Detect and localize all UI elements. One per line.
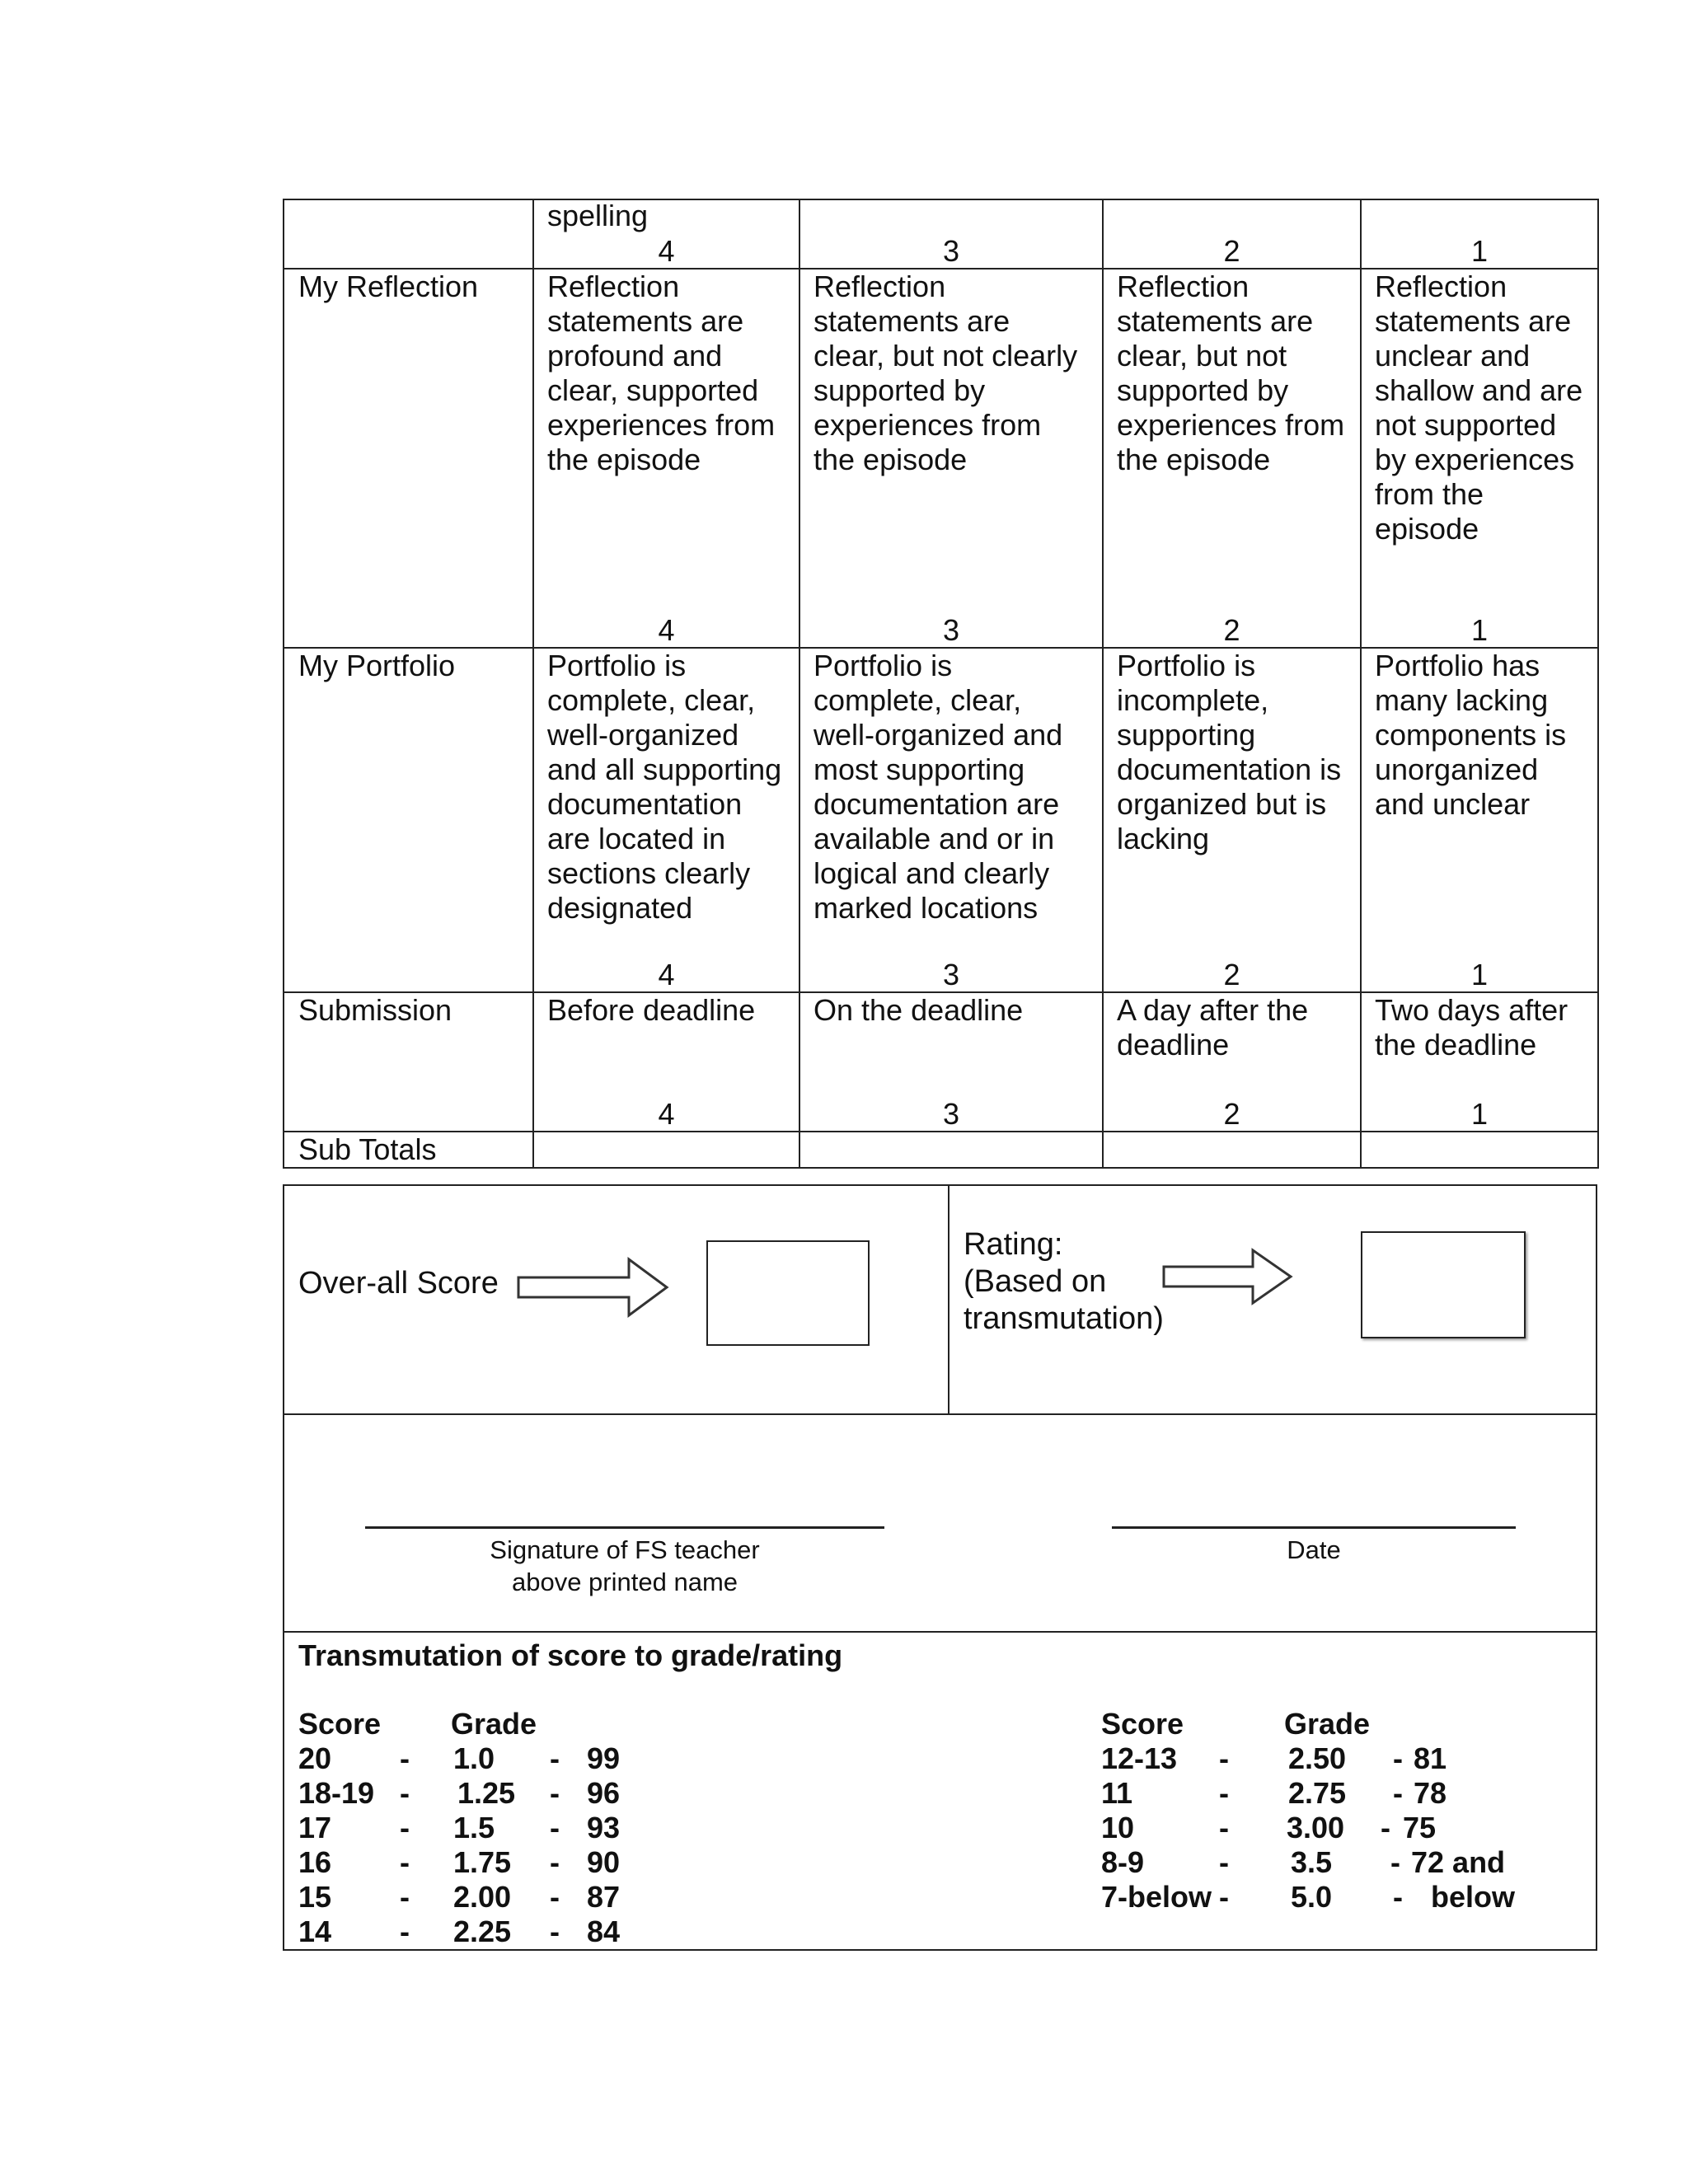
dash: - [400, 1880, 410, 1914]
signature-section [283, 1413, 1597, 1633]
transmutation-section [283, 1631, 1597, 1951]
rubric-cell [533, 992, 799, 1132]
dash: - [1219, 1880, 1229, 1914]
rubric-cell [799, 199, 1103, 269]
score-label: 1 [1470, 234, 1489, 268]
score-header: Score [1101, 1707, 1184, 1741]
grade-value: 2.75 [1288, 1776, 1347, 1810]
category-label: My Reflection [298, 269, 479, 303]
score-label: 4 [658, 613, 675, 647]
grade-value: 1.0 [453, 1741, 495, 1775]
rubric-cell [1361, 199, 1598, 269]
grade-value: 3.00 [1287, 1811, 1345, 1844]
score-label: 1 [1470, 958, 1489, 991]
left-header-row [298, 1707, 793, 1741]
score-label: 1 [1470, 613, 1489, 647]
grade-value: 2.00 [453, 1880, 512, 1914]
dash: - [1381, 1811, 1390, 1844]
transmutation-row [1101, 1741, 1563, 1776]
rubric-cell [1361, 648, 1598, 992]
criterion-text: Reflection statements are profound and clear, supported experiences from the episode [547, 269, 776, 476]
category-label: Submission [298, 993, 452, 1027]
score-value: 15 [298, 1880, 332, 1914]
rating-value: 75 [1403, 1811, 1437, 1844]
overall-score-label: Over-all Score [298, 1266, 499, 1301]
dash: - [400, 1776, 410, 1810]
category-cell [284, 1132, 533, 1168]
score-label: 2 [1223, 958, 1240, 991]
transmutation-row [1101, 1845, 1563, 1880]
score-header: Score [298, 1707, 382, 1741]
score-value: 12-13 [1101, 1741, 1178, 1775]
dash: - [1219, 1776, 1229, 1810]
transmutation-row [298, 1915, 793, 1949]
dash: - [1219, 1741, 1229, 1775]
dash: - [1219, 1845, 1229, 1879]
transmutation-row [1101, 1776, 1563, 1811]
dash: - [550, 1741, 560, 1775]
overall-score-input-box[interactable] [706, 1240, 870, 1346]
rubric-cell [1103, 269, 1361, 648]
rubric-cell [1361, 269, 1598, 648]
dash: - [1393, 1880, 1403, 1914]
rubric-cell [533, 269, 799, 648]
signature-caption-line1: Signature of FS teacher [490, 1535, 760, 1564]
category-cell [284, 992, 533, 1132]
rubric-cell [1103, 199, 1361, 269]
rubric-cell [1361, 992, 1598, 1132]
transmutation-row [1101, 1880, 1563, 1915]
criterion-text: Reflection statements are unclear and shallow and are not supported by experiences from the episode [1375, 269, 1583, 546]
transmutation-row [298, 1741, 793, 1776]
date-line[interactable] [1112, 1526, 1516, 1529]
dash: - [550, 1811, 560, 1844]
right-header-row [1101, 1707, 1563, 1741]
transmutation-row [1101, 1811, 1563, 1845]
rubric-cell [799, 269, 1103, 648]
arrow-right-icon [1160, 1245, 1325, 1311]
criterion-text: Before deadline [547, 993, 756, 1027]
grade-value: 1.25 [457, 1776, 516, 1810]
rubric-top-row [284, 199, 1598, 269]
grade-value: 1.5 [453, 1811, 495, 1844]
score-value: 18-19 [298, 1776, 375, 1810]
rubric-cell [533, 648, 799, 992]
rating-value: 81 [1414, 1741, 1447, 1775]
rating-value: 99 [587, 1741, 621, 1775]
rubric-table [283, 199, 1599, 1169]
category-cell [284, 269, 533, 648]
criterion-text: Two days after the deadline [1375, 993, 1568, 1062]
criterion-text: Reflection statements are clear, but not clearly supported by experiences from the episode [814, 269, 1078, 476]
rating-label-line2: (Based on [964, 1264, 1107, 1299]
rubric-cell [799, 648, 1103, 992]
date-caption: Date [1287, 1535, 1341, 1564]
score-value: 11 [1101, 1776, 1133, 1810]
grade-header: Grade [451, 1707, 537, 1741]
criterion-text: Portfolio is incomplete, supporting documentation is organized but is lacking [1117, 649, 1342, 855]
score-label: 4 [658, 958, 675, 991]
criterion-text: On the deadline [814, 993, 1024, 1027]
dash: - [550, 1880, 560, 1914]
transmutation-row [298, 1880, 793, 1915]
score-label: 2 [1223, 613, 1240, 647]
rating-value: 90 [587, 1845, 621, 1879]
dash: - [1390, 1845, 1400, 1879]
rating-label-line3: transmutation) [964, 1301, 1164, 1336]
score-label: 2 [1223, 1097, 1240, 1131]
overall-score-section [283, 1184, 950, 1415]
criterion-tail: spelling [547, 199, 649, 232]
rubric-row-submission [284, 992, 1598, 1132]
criterion-text: A day after the deadline [1117, 993, 1309, 1062]
dash: - [1219, 1811, 1229, 1844]
transmutation-row [298, 1811, 793, 1845]
rating-value: 93 [587, 1811, 621, 1844]
transmutation-row [298, 1776, 793, 1811]
category-label: My Portfolio [298, 649, 456, 682]
score-label: 3 [942, 1097, 960, 1131]
rating-section [948, 1184, 1597, 1415]
signature-caption-line2: above printed name [511, 1568, 738, 1596]
signature-line[interactable] [365, 1526, 884, 1529]
subtotal-cell[interactable] [533, 1132, 799, 1168]
dash: - [400, 1915, 410, 1948]
score-label: 4 [658, 234, 675, 268]
score-label: 2 [1223, 234, 1240, 268]
rubric-cell [533, 199, 799, 269]
rating-value: 87 [587, 1880, 621, 1914]
criterion-text: Portfolio is complete, clear, well-organized and all supporting documentation are located in sections clearly designated [547, 649, 782, 925]
score-value: 17 [298, 1811, 332, 1844]
score-value: 16 [298, 1845, 332, 1879]
rating-value: below [1431, 1880, 1516, 1914]
transmutation-row [298, 1845, 793, 1880]
empty-cell [284, 199, 533, 269]
score-value: 20 [298, 1741, 332, 1775]
criterion-text: Portfolio has many lacking components is unorganized and unclear [1375, 649, 1567, 821]
rating-input-box[interactable] [1361, 1231, 1526, 1338]
grade-value: 2.25 [453, 1915, 512, 1948]
score-value: 14 [298, 1915, 332, 1948]
dash: - [550, 1776, 560, 1810]
subtotals-label: Sub Totals [298, 1132, 437, 1166]
subtotal-cell[interactable] [1361, 1132, 1598, 1168]
dash: - [550, 1845, 560, 1879]
score-value: 7-below [1101, 1880, 1212, 1914]
score-label: 3 [942, 958, 960, 991]
criterion-text: Portfolio is complete, clear, well-organized and most supporting documentation are available and or in logical and clearly marked locations [814, 649, 1063, 925]
grade-value: 2.50 [1288, 1741, 1347, 1775]
rating-value: 84 [587, 1915, 621, 1948]
subtotals-row [284, 1132, 1598, 1168]
arrow-right-icon [515, 1254, 696, 1320]
rubric-cell [1103, 992, 1361, 1132]
rubric-row-reflection [284, 269, 1598, 648]
grade-value: 5.0 [1291, 1880, 1333, 1914]
dash: - [550, 1915, 560, 1948]
dash: - [1393, 1741, 1403, 1775]
grade-value: 1.75 [453, 1845, 512, 1879]
rating-value: 96 [587, 1776, 621, 1810]
score-label: 3 [942, 234, 960, 268]
transmutation-title: Transmutation of score to grade/rating [298, 1638, 843, 1672]
score-value: 8-9 [1101, 1845, 1145, 1879]
dash: - [400, 1845, 410, 1879]
subtotal-cell[interactable] [1103, 1132, 1361, 1168]
subtotal-cell[interactable] [799, 1132, 1103, 1168]
grade-value: 3.5 [1291, 1845, 1333, 1879]
dash: - [1393, 1776, 1403, 1810]
score-value: 10 [1101, 1811, 1135, 1844]
rubric-row-portfolio [284, 648, 1598, 992]
score-label: 4 [658, 1097, 675, 1131]
rating-value: 72 and [1411, 1845, 1506, 1879]
score-label: 3 [942, 613, 960, 647]
dash: - [400, 1811, 410, 1844]
rubric-cell [799, 992, 1103, 1132]
dash: - [400, 1741, 410, 1775]
criterion-text: Reflection statements are clear, but not supported by experiences from the episode [1117, 269, 1345, 476]
category-cell [284, 648, 533, 992]
rating-value: 78 [1414, 1776, 1447, 1810]
score-label: 1 [1470, 1097, 1489, 1131]
grade-header: Grade [1284, 1707, 1371, 1741]
rubric-cell [1103, 648, 1361, 992]
rating-label-line1: Rating: [964, 1227, 1063, 1262]
